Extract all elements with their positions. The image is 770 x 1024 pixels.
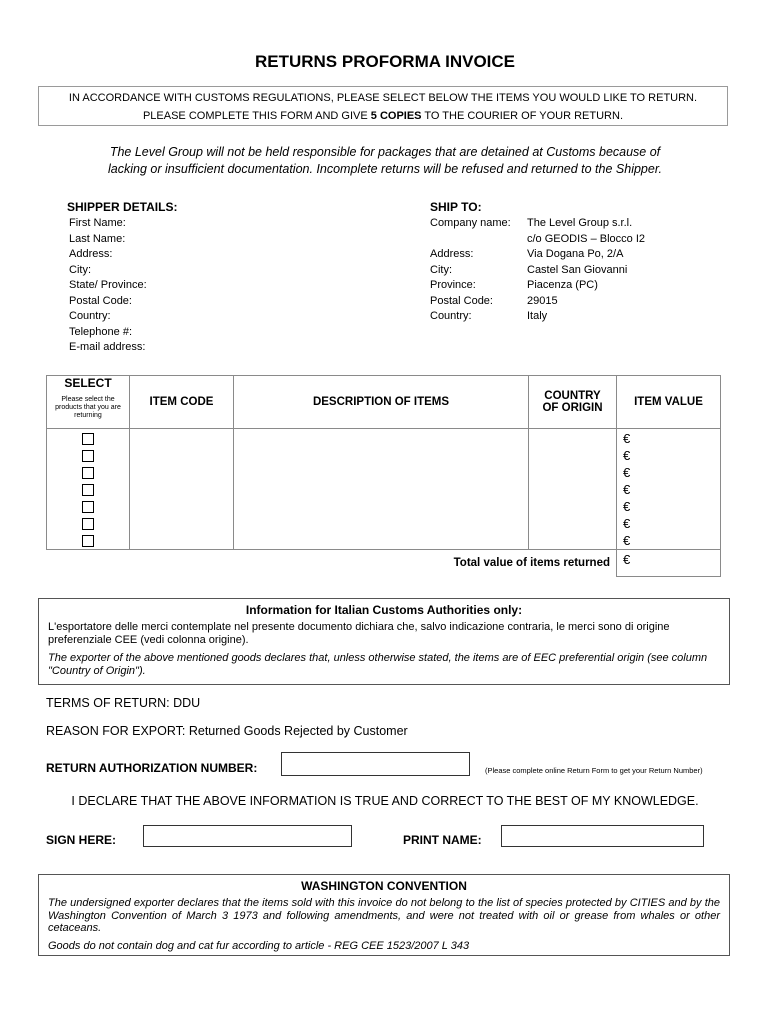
print-name-field[interactable] bbox=[501, 825, 704, 847]
shipper-field-label: City: bbox=[69, 263, 91, 276]
shipper-field-label: First Name: bbox=[69, 217, 126, 229]
ship-to-label: Company name: bbox=[430, 217, 511, 229]
country-of-origin-header: COUNTRY OF ORIGIN bbox=[529, 376, 617, 429]
ship-to-label: Address: bbox=[430, 248, 474, 260]
washington-text: The undersigned exporter declares that the items sold with this invoice do not belong to the list of species protected by CITIES and by the Washington Convention of March 3 1973 and following amendments, and were not treated with oil or grease from whales or other cetaceans. bbox=[48, 897, 720, 934]
shipper-details-heading: SHIPPER DETAILS: bbox=[67, 200, 178, 214]
ship-to-label bbox=[430, 232, 525, 248]
euro-sign: € bbox=[623, 499, 631, 514]
return-auth-label: RETURN AUTHORIZATION NUMBER: bbox=[46, 761, 258, 775]
euro-sign: € bbox=[623, 465, 631, 480]
total-value-cell[interactable] bbox=[617, 550, 721, 577]
select-header: SELECT Please select the products that you are returning bbox=[47, 376, 130, 429]
ship-to-values bbox=[527, 216, 727, 325]
italian-customs-info bbox=[38, 598, 730, 685]
ship-to-label: Country: bbox=[430, 310, 472, 322]
ship-to-heading: SHIP TO: bbox=[430, 200, 482, 214]
select-checkboxes bbox=[47, 429, 130, 550]
page-title: RETURNS PROFORMA INVOICE bbox=[254, 52, 516, 71]
item-checkbox[interactable] bbox=[82, 433, 94, 445]
country-of-origin-cell[interactable] bbox=[529, 429, 617, 550]
signature-field[interactable] bbox=[143, 825, 352, 847]
info-title: Information for Italian Customs Authorities only: bbox=[245, 603, 523, 617]
washington-title: WASHINGTON CONVENTION bbox=[301, 879, 467, 893]
ship-to-label: Province: bbox=[430, 279, 476, 291]
ship-to-value: 29015 bbox=[527, 294, 558, 307]
item-checkbox[interactable] bbox=[82, 535, 94, 547]
ship-to-value: Via Dogana Po, 2/A bbox=[527, 248, 624, 260]
description-header: DESCRIPTION OF ITEMS bbox=[234, 376, 529, 429]
info-italian-text: L'esportatore delle merci contemplate nel presente documento dichiara che, salvo indicazione contraria, le merci sono di origine preferenziale CEE (vedi colonna origine). bbox=[48, 621, 670, 646]
total-row bbox=[47, 550, 721, 577]
sign-here-label: SIGN HERE: bbox=[46, 833, 117, 847]
shipper-field-label: E-mail address: bbox=[69, 341, 146, 353]
shipper-field-label: State/ Province: bbox=[69, 279, 147, 291]
shipper-field-label: Country: bbox=[69, 310, 111, 322]
euro-sign: € bbox=[623, 482, 631, 497]
items-body-row bbox=[47, 429, 721, 550]
select-note: Please select the products that you are returning bbox=[55, 396, 121, 419]
item-checkbox[interactable] bbox=[82, 501, 94, 513]
notice-line-2: PLEASE COMPLETE THIS FORM AND GIVE 5 COPIES TO THE COURIER OF YOUR RETURN. bbox=[142, 110, 624, 122]
declaration-statement: I DECLARE THAT THE ABOVE INFORMATION IS TRUE AND CORRECT TO THE BEST OF MY KNOWLEDGE. bbox=[71, 794, 699, 808]
reason-for-export: REASON FOR EXPORT: Returned Goods Rejected by Customer bbox=[46, 724, 408, 738]
shipper-field-label: Address: bbox=[69, 248, 113, 260]
ship-to-value: Italy bbox=[527, 310, 548, 322]
item-checkbox[interactable] bbox=[82, 467, 94, 479]
total-label: Total value of items returned bbox=[47, 550, 617, 577]
return-auth-input[interactable] bbox=[281, 752, 470, 776]
ship-to-label: Postal Code: bbox=[430, 294, 493, 307]
ship-to-value: Piacenza (PC) bbox=[527, 279, 598, 291]
notice-line-1: IN ACCORDANCE WITH CUSTOMS REGULATIONS, PLEASE SELECT BELOW THE ITEMS YOU WOULD LIKE TO RETURN. bbox=[68, 92, 698, 104]
shipper-field-label: Last Name: bbox=[69, 232, 126, 245]
shipper-field-label: Postal Code: bbox=[69, 294, 132, 307]
print-name-label: PRINT NAME: bbox=[403, 833, 482, 847]
euro-sign: € bbox=[623, 533, 631, 548]
shipper-fields bbox=[69, 216, 269, 356]
washington-convention bbox=[38, 874, 730, 956]
customs-notice bbox=[38, 86, 728, 126]
ship-to-labels bbox=[430, 216, 525, 325]
euro-sign: € bbox=[623, 448, 631, 463]
ship-to-value: Castel San Giovanni bbox=[527, 263, 628, 276]
description-cell[interactable] bbox=[234, 429, 529, 550]
item-value-header: ITEM VALUE bbox=[617, 376, 721, 429]
table-header-row bbox=[47, 376, 721, 429]
item-value-cells[interactable] bbox=[617, 429, 721, 550]
item-checkbox[interactable] bbox=[82, 484, 94, 496]
item-code-cell[interactable] bbox=[130, 429, 234, 550]
euro-sign: € bbox=[623, 552, 631, 567]
copies-count: 5 COPIES bbox=[370, 110, 422, 122]
return-auth-note: (Please complete online Return Form to get your Return Number) bbox=[485, 766, 703, 775]
liability-disclaimer: The Level Group will not be held responsible for packages that are detained at Customs because of lacking or insufficient documentation. Incomplete returns will be refused and returned to the Shipper. bbox=[107, 145, 663, 176]
terms-of-return: TERMS OF RETURN: DDU bbox=[46, 696, 201, 710]
info-english-text: The exporter of the above mentioned goods declares that, unless otherwise stated, the items are of EEC preferential origin (see column "Country of Origin"). bbox=[48, 652, 708, 677]
euro-sign: € bbox=[623, 431, 631, 446]
item-code-header: ITEM CODE bbox=[130, 376, 234, 429]
ship-to-label: City: bbox=[430, 263, 452, 276]
items-table bbox=[46, 375, 721, 577]
ship-to-value: c/o GEODIS – Blocco I2 bbox=[527, 232, 645, 245]
item-checkbox[interactable] bbox=[82, 450, 94, 462]
fur-statement: Goods do not contain dog and cat fur according to article - REG CEE 1523/2007 L 343 bbox=[48, 940, 470, 952]
ship-to-value: The Level Group s.r.l. bbox=[527, 217, 633, 229]
euro-sign: € bbox=[623, 516, 631, 531]
item-checkbox[interactable] bbox=[82, 518, 94, 530]
shipper-field-label: Telephone #: bbox=[69, 325, 132, 338]
